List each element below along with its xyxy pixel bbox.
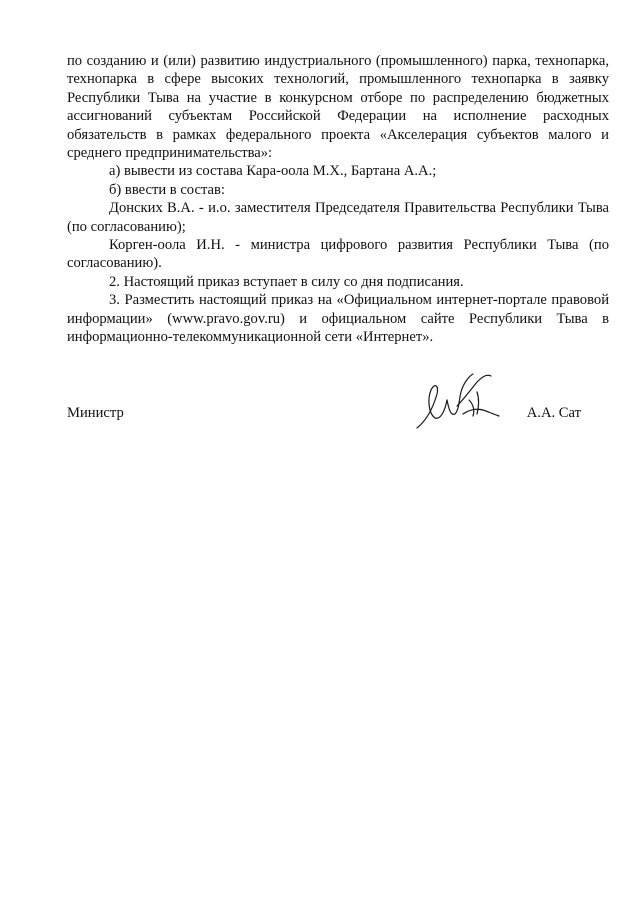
paragraph-member-korgen-oola: Корген-оола И.Н. - министра цифрового развития Республики Тыва (по согласованию).: [67, 237, 609, 272]
signature-block: [67, 396, 609, 436]
signatory-name: А.А. Сат: [526, 405, 581, 421]
signatory-title: Министр: [67, 405, 124, 421]
paragraph-clause-3: 3. Разместить настоящий приказ на «Официальном интернет-портале правовой информации» (www.pravo.gov.ru) и официальном сайте Республики Тыва в информационно-телекоммуникационной сети «Интернет».: [67, 292, 609, 346]
paragraph-item-b: б) ввести в состав:: [109, 181, 225, 198]
paragraph-clause-2: 2. Настоящий приказ вступает в силу со дня подписания.: [109, 273, 464, 290]
paragraph-member-donskikh: Донских В.А. - и.о. заместителя Председателя Правительства Республики Тыва (по согласованию);: [67, 200, 609, 235]
handwritten-signature: [413, 370, 503, 430]
paragraph-continuation: по созданию и (или) развитию индустриального (промышленного) парка, технопарка, технопарка в сфере высоких технологий, промышленного технопарка в заявку Республики Тыва на участие в конкурсном отборе по распределению бюджетных ассигнований субъектам Российской Федерации на исполнение расходных обязательств в рамках федерального проекта «Акселерация субъектов малого и среднего предпринимательства»:: [67, 53, 609, 162]
paragraph-item-a: а) вывести из состава Кара-оола М.Х., Бартана А.А.;: [109, 163, 437, 180]
document-body: [67, 52, 609, 347]
